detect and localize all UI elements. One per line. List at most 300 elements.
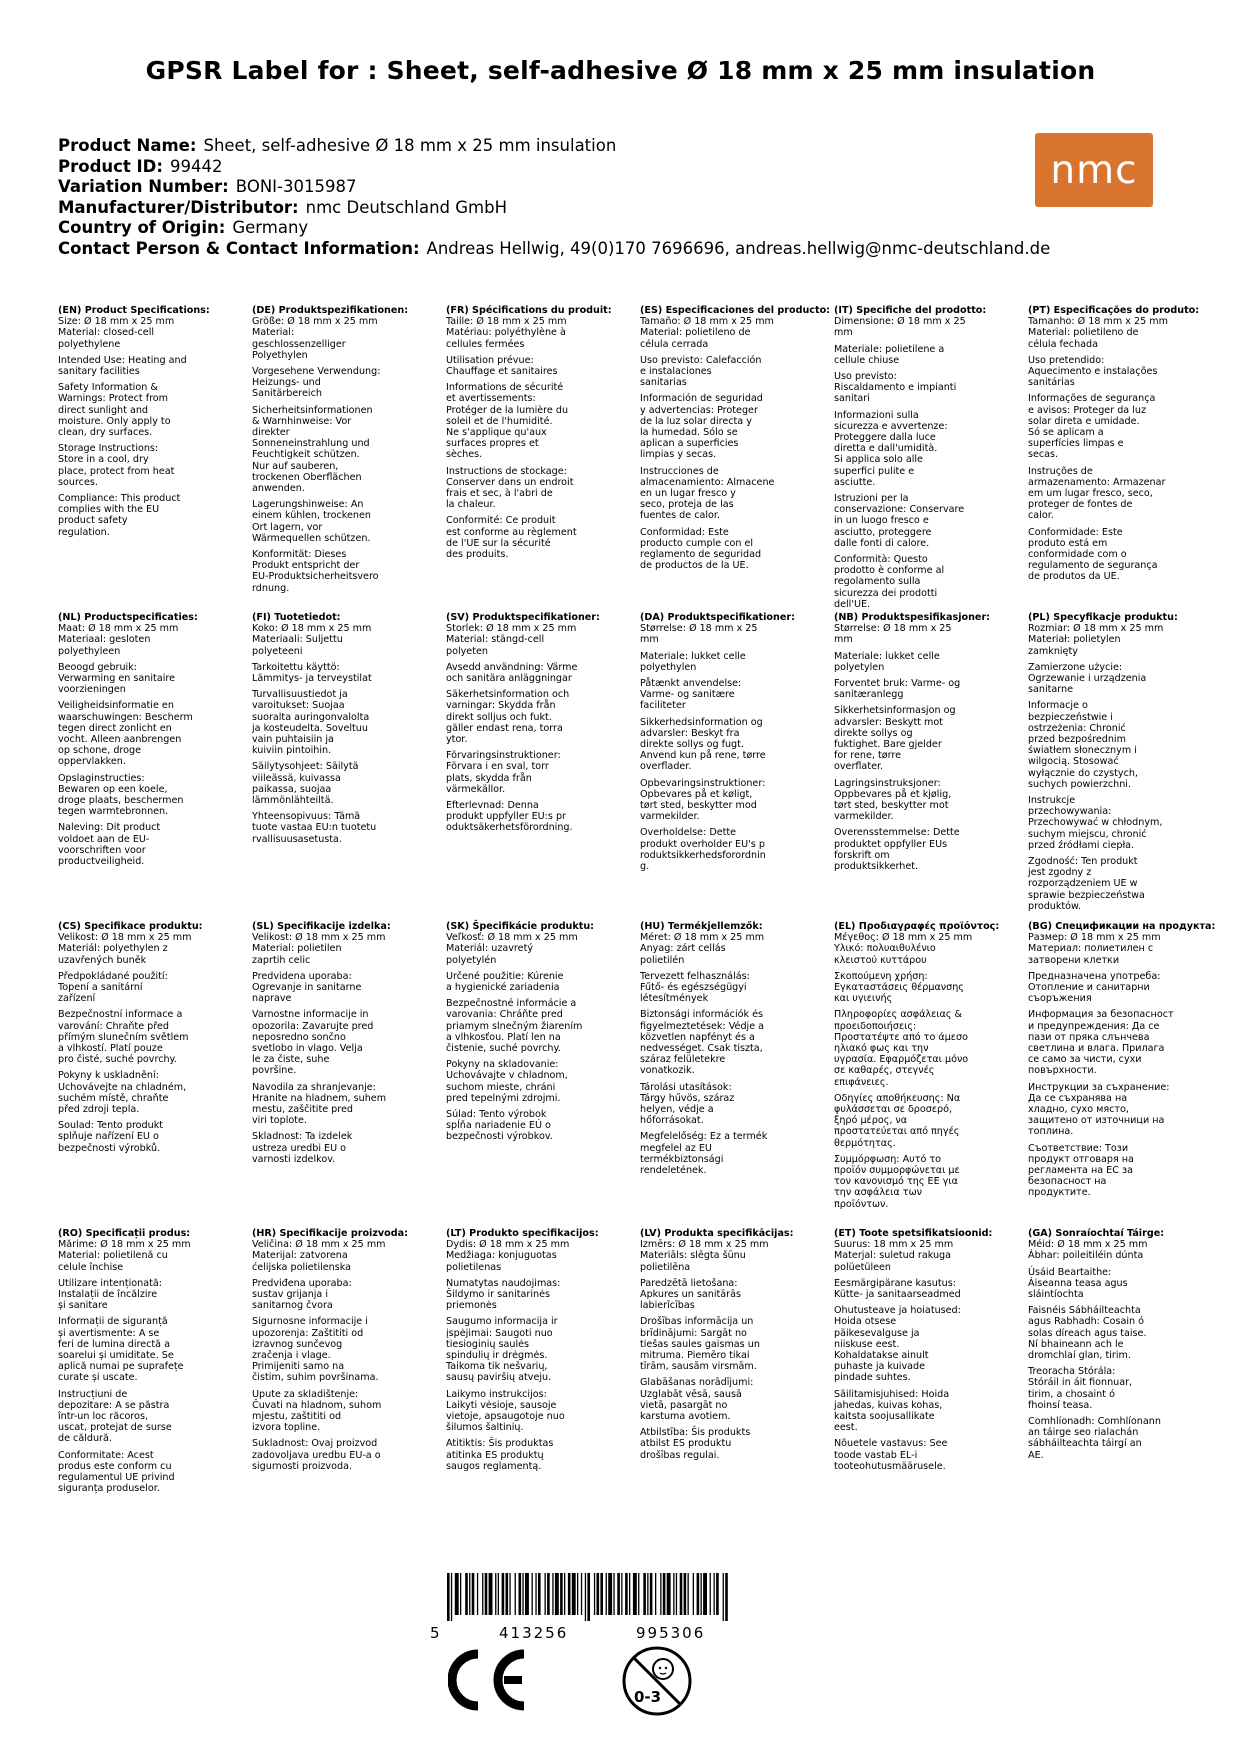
spec-line: polietilēna xyxy=(640,1261,691,1273)
spec-line: přímým slunečním světlem xyxy=(58,1031,189,1043)
spec-line: plats, skydda från xyxy=(446,772,532,784)
spec-line: des produits. xyxy=(446,549,509,561)
spec-paragraph xyxy=(58,316,244,350)
spec-paragraph xyxy=(446,662,632,684)
spec-line: Wärmequellen schützen. xyxy=(252,532,371,544)
spec-paragraph xyxy=(58,971,244,1005)
spec-paragraph xyxy=(640,827,826,872)
barcode-bar xyxy=(495,1573,496,1615)
spec-paragraph xyxy=(446,355,632,377)
barcode-bar xyxy=(608,1573,612,1615)
spec-line: Navodila za shranjevanje: xyxy=(252,1081,376,1093)
language-spec-heading: (NL) Productspecificaties: xyxy=(58,612,198,623)
spec-line: Uzglabāt vēsā, sausā xyxy=(640,1388,742,1400)
spec-line: Materiał: polietylen xyxy=(1028,634,1121,646)
spec-paragraph xyxy=(58,822,244,867)
spec-line: Veiligheidsinformatie en xyxy=(58,700,174,712)
barcode-bar xyxy=(594,1573,595,1615)
spec-line: Dimensione: Ø 18 mm x 25 xyxy=(834,316,966,328)
spec-line: a vlhkosťou. Platí len na xyxy=(446,1031,561,1043)
spec-line: Инструкции за съхранение: xyxy=(1028,1081,1170,1093)
spec-line: helyen, védje a xyxy=(640,1104,714,1116)
spec-paragraph xyxy=(1028,355,1214,389)
spec-line: Heizungs- und xyxy=(252,377,321,389)
barcode-bar xyxy=(555,1573,559,1615)
language-spec-heading: (ES) Especificaciones del producto: xyxy=(640,305,831,316)
spec-line: de productos de la UE. xyxy=(640,560,749,572)
spec-line: Nõuetele vastavus: See xyxy=(834,1438,948,1450)
barcode-bar xyxy=(688,1573,689,1615)
language-spec-block xyxy=(1028,305,1214,588)
spec-line: spĺňa nariadenie EÚ o xyxy=(446,1120,551,1132)
spec-line: päikesevalguse ja xyxy=(834,1327,920,1339)
spec-line: ustreza uredbi EU o xyxy=(252,1142,347,1154)
spec-line: fuktighet. Bare gjelder xyxy=(834,739,942,751)
barcode-bar xyxy=(485,1573,488,1615)
spec-paragraph xyxy=(446,1239,632,1273)
spec-line: varningar: Skydda från xyxy=(446,700,556,712)
language-spec-heading: (BG) Спецификации на продукта: xyxy=(1028,921,1216,932)
language-spec-heading: (DE) Produktspezifikationen: xyxy=(252,305,409,316)
spec-line: Material: polietilenă cu xyxy=(58,1250,168,1262)
spec-line: tirim, a chosaint ó xyxy=(1028,1388,1115,1400)
language-spec-block xyxy=(446,921,632,1148)
spec-paragraph xyxy=(1028,527,1214,583)
spec-line: sanitarnog čvora xyxy=(252,1300,333,1312)
language-spec-block xyxy=(58,921,244,1159)
spec-paragraph xyxy=(640,1009,826,1076)
spec-line: figyelmeztetések: Védje a xyxy=(640,1020,765,1032)
spec-line: przechowywania: xyxy=(1028,806,1112,818)
spec-line: depozitare: A se păstra xyxy=(58,1399,170,1411)
spec-line: de la luz solar directa y xyxy=(640,415,752,427)
spec-paragraph xyxy=(252,1278,438,1312)
spec-line: Konformität: Dieses xyxy=(252,549,347,561)
spec-line: regulamentul UE privind xyxy=(58,1472,175,1484)
language-spec-block xyxy=(1028,612,1214,917)
spec-line: Tervezett felhasználás: xyxy=(640,970,750,982)
spec-line: voorzieningen xyxy=(58,684,126,696)
spec-line: Apkures un sanitārās xyxy=(640,1289,741,1301)
spec-line: la chaleur. xyxy=(446,499,496,511)
spec-line: Информация за безопасност xyxy=(1028,1009,1174,1021)
spec-paragraph xyxy=(640,678,826,712)
spec-line: Avsedd användning: Värme xyxy=(446,661,578,673)
spec-paragraph xyxy=(58,700,244,767)
spec-line: direkt solljus och fukt. xyxy=(446,711,552,723)
barcode-bar xyxy=(629,1573,630,1615)
spec-line: Naleving: Dit product xyxy=(58,822,161,834)
language-spec-heading: (GA) Sonraíochtaí Táirge: xyxy=(1028,1228,1165,1239)
spec-line: Compliance: This product xyxy=(58,493,181,505)
spec-paragraph xyxy=(640,393,826,460)
info-row xyxy=(58,177,1058,198)
spec-paragraph xyxy=(252,1316,438,1383)
spec-line: Predvidena uporaba: xyxy=(252,970,352,982)
spec-line: kaitsta soojusallikate xyxy=(834,1411,935,1423)
spec-paragraph xyxy=(834,1009,1020,1087)
spec-line: niiskuse eest. xyxy=(834,1338,900,1350)
spec-paragraph xyxy=(640,1082,826,1127)
spec-paragraph xyxy=(1028,932,1214,966)
spec-line: προϊόν συμμορφώνεται με xyxy=(834,1165,960,1177)
spec-line: Materiale: lukket celle xyxy=(834,650,940,662)
spec-paragraph xyxy=(1028,1305,1214,1361)
spec-line: sustav grijanja i xyxy=(252,1289,329,1301)
spec-line: bezpečnosti výrobků. xyxy=(58,1142,161,1154)
spec-paragraph xyxy=(58,1316,244,1383)
spec-paragraph xyxy=(58,382,244,438)
spec-line: Opbevares på et køligt, xyxy=(640,788,753,800)
spec-paragraph xyxy=(252,1009,438,1076)
spec-paragraph xyxy=(640,1131,826,1176)
spec-line: sprawie bezpieczeństwa xyxy=(1028,889,1145,901)
spec-paragraph xyxy=(640,1278,826,1312)
spec-paragraph xyxy=(640,932,826,966)
spec-line: produktów. xyxy=(1028,900,1082,912)
spec-line: υγρασία. Εφαρμόζεται μόνο xyxy=(834,1054,969,1066)
spec-line: Lämmitys- ja terveystilat xyxy=(252,673,372,685)
spec-line: priamym slnečným žiarením xyxy=(446,1020,583,1032)
spec-paragraph xyxy=(252,316,438,361)
spec-line: įspėjimai: Saugoti nuo xyxy=(446,1327,553,1339)
barcode-bar xyxy=(693,1573,694,1615)
spec-line: ηλιακό φως και την xyxy=(834,1043,929,1055)
spec-paragraph xyxy=(58,493,244,538)
spec-line: regulamento de segurança xyxy=(1028,560,1158,572)
barcode-bar xyxy=(460,1573,461,1615)
spec-paragraph xyxy=(1028,971,1214,1005)
spec-line: izravnog sunčevog xyxy=(252,1338,343,1350)
spec-paragraph xyxy=(834,1093,1020,1149)
spec-paragraph xyxy=(834,410,1020,488)
spec-line: την ασφάλεια των xyxy=(834,1187,922,1199)
spec-paragraph xyxy=(58,443,244,488)
spec-line: asciutto, proteggere xyxy=(834,526,932,538)
spec-line: Nur auf sauberen, xyxy=(252,460,339,472)
spec-line: Materiál: polyethylen z xyxy=(58,943,168,955)
spec-line: le za čiste, suhe xyxy=(252,1054,330,1066)
spec-paragraph xyxy=(640,1377,826,1422)
spec-line: wyłącznie do czystych, xyxy=(1028,767,1138,779)
spec-line: sanitarias xyxy=(640,377,687,389)
spec-paragraph xyxy=(446,750,632,795)
spec-paragraph xyxy=(1028,1416,1214,1461)
spec-line: într-un loc răcoros, xyxy=(58,1411,148,1423)
spec-line: pindade suhtes. xyxy=(834,1372,911,1384)
spec-line: zračenja i vlage. xyxy=(252,1350,331,1362)
info-label: Variation Number: xyxy=(58,177,229,196)
spec-paragraph xyxy=(58,773,244,818)
spec-line: Taikoma tik nešvarių, xyxy=(446,1361,548,1373)
spec-paragraph xyxy=(446,1389,632,1434)
spec-line: Protéger de la lumière du xyxy=(446,404,569,416)
barcode-bar xyxy=(560,1573,563,1615)
spec-line: Conformité: Ce produit xyxy=(446,515,556,527)
spec-line: dalle fonti di calore. xyxy=(834,537,930,549)
spec-line: conformidade com o xyxy=(1028,549,1127,561)
spec-paragraph xyxy=(252,623,438,657)
barcode-bar xyxy=(703,1573,707,1615)
spec-line: EU-Produktsicherheitsvero xyxy=(252,571,379,583)
spec-line: viileässä, kuivassa xyxy=(252,772,341,784)
spec-line: Zamierzone użycie: xyxy=(1028,661,1123,673)
spec-line: Tárolási utasítások: xyxy=(640,1081,732,1093)
spec-paragraph xyxy=(58,1239,244,1273)
spec-line: Informações de segurança xyxy=(1028,393,1156,405)
spec-line: calor. xyxy=(1028,510,1054,522)
spec-line: gäller endast rena, torra xyxy=(446,722,563,734)
spec-line: sèches. xyxy=(446,449,483,461)
spec-line: direct sunlight and xyxy=(58,404,148,416)
info-label: Contact Person & Contact Information: xyxy=(58,238,420,258)
spec-line: y advertencias: Proteger xyxy=(640,404,758,416)
spec-paragraph xyxy=(252,549,438,594)
spec-paragraph xyxy=(252,1131,438,1165)
spec-line: op schone, droge xyxy=(58,745,141,757)
spec-line: proteger de fontes de xyxy=(1028,499,1133,511)
barcode-bar xyxy=(477,1573,478,1615)
spec-line: curate și uscate. xyxy=(58,1372,138,1384)
spec-paragraph xyxy=(1028,1082,1214,1138)
spec-line: tegen direct zonlicht en xyxy=(58,722,172,734)
spec-line: przed źródłami ciepła. xyxy=(1028,839,1135,851)
barcode-bar xyxy=(482,1573,483,1615)
spec-line: secas. xyxy=(1028,449,1059,461)
spec-paragraph xyxy=(446,800,632,834)
spec-line: przed bezpośrednim xyxy=(1028,734,1126,746)
spec-paragraph xyxy=(446,971,632,993)
age-warning-label: 0-3 xyxy=(634,1688,662,1706)
spec-line: Εγκαταστάσεις θέρμανσης xyxy=(834,982,964,994)
spec-line: Súlad: Tento výrobok xyxy=(446,1109,547,1121)
spec-line: Material: polietilen xyxy=(252,943,342,955)
spec-paragraph xyxy=(58,662,244,696)
spec-paragraph xyxy=(834,827,1020,872)
spec-line: ja kosteudelta. Soveltuu xyxy=(252,722,368,734)
spec-paragraph xyxy=(834,316,1020,338)
spec-line: Ort lagern, vor xyxy=(252,521,323,533)
spec-line: Conformitate: Acest xyxy=(58,1449,154,1461)
spec-line: armazenamento: Armazenar xyxy=(1028,476,1166,488)
spec-line: vietā, pasargāt no xyxy=(640,1399,728,1411)
spec-line: priemonės xyxy=(446,1300,497,1312)
spec-line: τον κανονισμό της ΕΕ για xyxy=(834,1176,958,1188)
spec-line: Čuvati na hladnom, suhom xyxy=(252,1399,382,1411)
spec-paragraph xyxy=(834,1239,1020,1273)
barcode-bar xyxy=(663,1573,666,1615)
spec-paragraph xyxy=(58,1070,244,1115)
spec-line: puhaste ja kuivade xyxy=(834,1361,925,1373)
info-row xyxy=(58,136,1058,157)
spec-line: Material: polietileno de xyxy=(1028,327,1139,339)
spec-line: uscat, protejat de surse xyxy=(58,1422,172,1434)
spec-paragraph xyxy=(58,1450,244,1495)
language-spec-heading: (LV) Produkta specifikācijas: xyxy=(640,1228,794,1239)
spec-line: hőforrásokat. xyxy=(640,1115,704,1127)
spec-line: advarsler: Beskytt mot xyxy=(834,716,944,728)
spec-line: σε καθαρές, στεγνές xyxy=(834,1065,935,1077)
spec-line: Soulad: Tento produkt xyxy=(58,1120,164,1132)
barcode-bar xyxy=(606,1573,607,1615)
ce-mark-icon xyxy=(448,1648,530,1712)
language-spec-heading: (FI) Tuotetiedot: xyxy=(252,612,341,623)
spec-paragraph xyxy=(834,778,1020,823)
spec-paragraph xyxy=(252,405,438,495)
spec-line: Säilitamisjuhised: Hoida xyxy=(834,1388,950,1400)
spec-paragraph xyxy=(446,1438,632,1472)
spec-line: upozorenja: Zaštititi od xyxy=(252,1327,364,1339)
spec-line: suchém místě, chraňte xyxy=(58,1092,169,1104)
spec-line: zaprtih celic xyxy=(252,954,311,966)
spec-line: Υλικό: πολυαιθυλένιο xyxy=(834,943,936,955)
spec-line: Atbilstība: Šis produkts xyxy=(640,1427,751,1439)
barcode-bar xyxy=(472,1573,475,1615)
spec-line: čistim, suhim površinama. xyxy=(252,1372,379,1384)
spec-line: Áiseanna teasa agus xyxy=(1028,1277,1128,1289)
spec-line: Úsáid Beartaithe: xyxy=(1028,1266,1112,1278)
spec-paragraph xyxy=(1028,1366,1214,1411)
spec-line: Materijal: zatvorena xyxy=(252,1250,348,1262)
spec-line: rdnung. xyxy=(252,582,290,594)
spec-line: productveiligheid. xyxy=(58,856,145,868)
spec-line: varmekilder. xyxy=(640,811,700,823)
spec-line: Safety Information & xyxy=(58,382,158,394)
spec-line: Treoracha Stórála: xyxy=(1028,1366,1116,1378)
spec-line: a hygienické zariadenia xyxy=(446,982,560,994)
spec-paragraph xyxy=(834,493,1020,549)
language-spec-block xyxy=(252,1228,438,1477)
spec-line: vain puhtaisiin ja xyxy=(252,734,334,746)
spec-line: Lagringsinstruksjoner: xyxy=(834,777,941,789)
spec-line: Μέγεθος: Ø 18 mm x 25 mm xyxy=(834,932,973,944)
language-spec-block xyxy=(1028,921,1214,1204)
spec-line: faciliteter xyxy=(640,700,686,712)
spec-paragraph xyxy=(1028,316,1214,350)
spec-line: ćelijska polietilenska xyxy=(252,1261,352,1273)
spec-line: soarelui și umiditate. Se xyxy=(58,1350,174,1362)
language-spec-block xyxy=(834,1228,1020,1477)
language-spec-heading: (LT) Produkto specifikacijos: xyxy=(446,1228,599,1239)
barcode-icon xyxy=(445,1573,731,1621)
spec-line: Matériau: polyéthylène à xyxy=(446,327,566,339)
spec-line: Overholdelse: Dette xyxy=(640,827,737,839)
spec-line: Izmērs: Ø 18 mm x 25 mm xyxy=(640,1239,769,1251)
spec-paragraph xyxy=(446,316,632,350)
spec-paragraph xyxy=(1028,700,1214,790)
spec-line: tiešas saules gaismas un xyxy=(640,1338,760,1350)
spec-line: Maat: Ø 18 mm x 25 mm xyxy=(58,623,179,635)
barcode-bar xyxy=(552,1573,553,1615)
spec-line: Topení a sanitární xyxy=(58,982,143,994)
spec-line: Numatytas naudojimas: xyxy=(446,1277,561,1289)
barcode-bar xyxy=(455,1573,459,1615)
spec-paragraph xyxy=(1028,1239,1214,1261)
spec-line: Hranite na hladnem, suhem xyxy=(252,1092,387,1104)
spec-line: cellule chiuse xyxy=(834,354,900,366)
spec-line: product safety xyxy=(58,515,128,527)
spec-line: продукт отговаря на xyxy=(1028,1153,1134,1165)
barcode-bar xyxy=(572,1573,576,1615)
spec-line: Σκοπούμενη χρήση: xyxy=(834,970,928,982)
spec-line: προϊόντων. xyxy=(834,1198,889,1210)
spec-line: sicurezza e avvertenze: xyxy=(834,420,948,432)
spec-line: Drošības informācija un xyxy=(640,1316,754,1328)
spec-paragraph xyxy=(834,344,1020,366)
spec-line: cellules fermées xyxy=(446,338,525,350)
spec-paragraph xyxy=(446,689,632,745)
spec-paragraph xyxy=(1028,856,1214,912)
spec-line: viri toplote. xyxy=(252,1115,307,1127)
spec-line: och sanitära anläggningar xyxy=(446,673,572,685)
spec-line: Medžiaga: konjuguotas xyxy=(446,1250,557,1262)
spec-line: tuote vastaa EU:n tuotetu xyxy=(252,822,377,834)
spec-paragraph xyxy=(640,778,826,823)
spec-paragraph xyxy=(446,1278,632,1312)
spec-line: polietilenas xyxy=(446,1261,502,1273)
spec-paragraph xyxy=(834,1278,1020,1300)
language-spec-block xyxy=(834,612,1020,877)
spec-line: de căldură. xyxy=(58,1433,112,1445)
spec-line: mestu, zaščitite pred xyxy=(252,1104,353,1116)
spec-line: Материал: полиетилен с xyxy=(1028,943,1154,955)
spec-line: šilumos šaltinių. xyxy=(446,1422,524,1434)
spec-line: Skladnost: Ta izdelek xyxy=(252,1131,353,1143)
spec-line: пази от пряка слънчева xyxy=(1028,1031,1150,1043)
spec-paragraph xyxy=(640,355,826,389)
spec-line: Kütte- ja sanitaarseadmed xyxy=(834,1289,961,1301)
spec-line: aplică numai pe suprafețe xyxy=(58,1361,184,1373)
spec-paragraph xyxy=(640,1427,826,1461)
barcode-bar xyxy=(469,1573,470,1615)
spec-line: Προστατέψτε από το άμεσο xyxy=(834,1031,968,1043)
spec-line: Veličina: Ø 18 mm x 25 mm xyxy=(252,1239,386,1251)
info-value: Andreas Hellwig, 49(0)170 7696696, andreas.hellwig@nmc-deutschland.de xyxy=(426,238,1051,258)
language-spec-heading: (CS) Specifikace produktu: xyxy=(58,921,203,932)
spec-line: Size: Ø 18 mm x 25 mm xyxy=(58,316,175,328)
spec-line: Съответствие: Този xyxy=(1028,1142,1129,1154)
spec-paragraph xyxy=(834,932,1020,966)
language-spec-block xyxy=(446,612,632,839)
spec-line: geschlossenzelliger xyxy=(252,338,346,350)
spec-paragraph xyxy=(1028,662,1214,696)
spec-line: neposredno sončno xyxy=(252,1031,346,1043)
spec-paragraph xyxy=(446,1109,632,1143)
spec-line: tīrām, sausām virsmām. xyxy=(640,1361,757,1373)
spec-paragraph xyxy=(252,1438,438,1472)
spec-paragraph xyxy=(834,371,1020,405)
spec-paragraph xyxy=(446,515,632,560)
spec-line: Predviđena uporaba: xyxy=(252,1277,352,1289)
spec-paragraph xyxy=(252,971,438,1005)
spec-line: forskrift om xyxy=(834,849,890,861)
spec-line: светлина и влага. Прилага xyxy=(1028,1043,1165,1055)
spec-line: προστατεύεται από πηγές xyxy=(834,1126,960,1138)
spec-line: zamknięty xyxy=(1028,645,1078,657)
barcode-bar xyxy=(538,1573,541,1615)
barcode-bar xyxy=(613,1573,614,1615)
spec-line: Sikkerhetsinformasjon og xyxy=(834,705,956,717)
spec-line: Sicherheitsinformationen xyxy=(252,404,373,416)
spec-line: κλειστού κυττάρου xyxy=(834,954,927,966)
spec-line: Ábhar: poileitiléin dúnta xyxy=(1028,1250,1144,1262)
spec-paragraph xyxy=(640,527,826,572)
spec-line: värmekällor. xyxy=(446,783,506,795)
spec-line: produs este conform cu xyxy=(58,1460,172,1472)
spec-paragraph xyxy=(834,651,1020,673)
barcode-bar xyxy=(701,1573,702,1615)
spec-line: de produtos da UE. xyxy=(1028,571,1120,583)
